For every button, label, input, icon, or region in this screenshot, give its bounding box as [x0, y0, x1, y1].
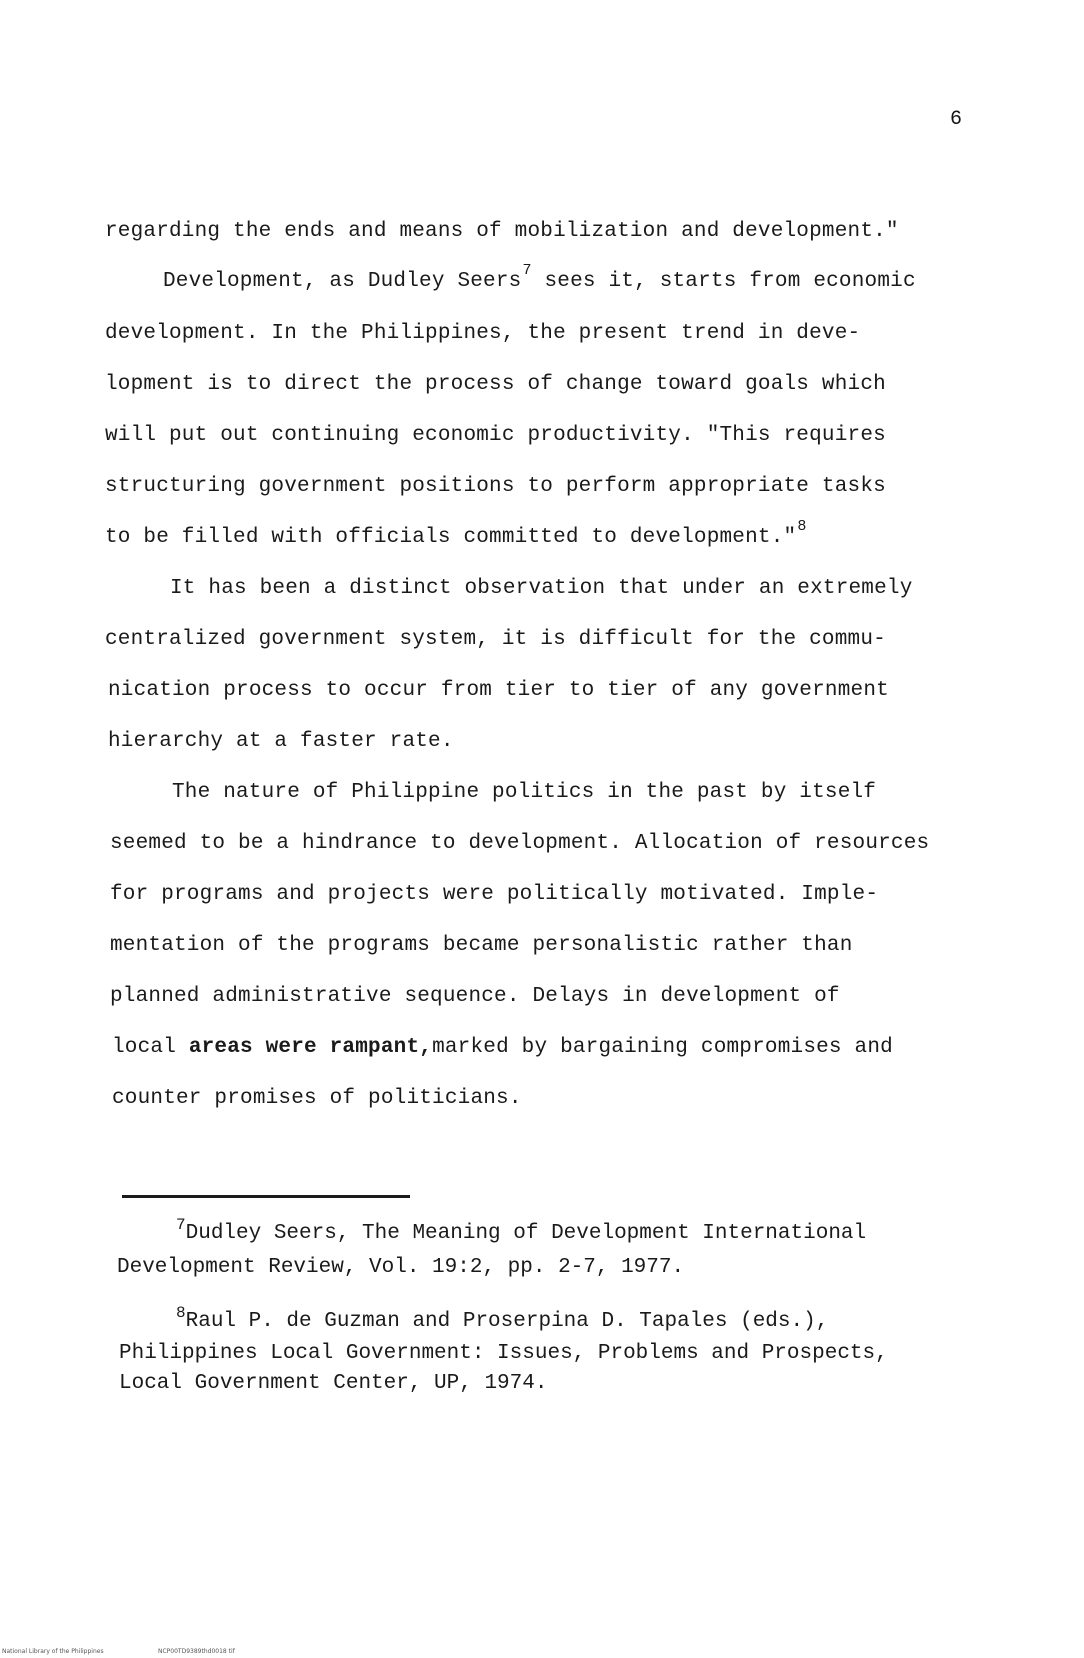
- body-line-9: centralized government system, it is difficult for the commu-: [105, 628, 886, 651]
- body-line-5: will put out continuing economic productivity. "This requires: [105, 424, 886, 447]
- body-line-15: mentation of the programs became personalistic rather than: [110, 934, 853, 957]
- footnote-marker: 7: [176, 1216, 186, 1234]
- scan-stamp-filename: NCP00TD9389thd0018 tif: [158, 1648, 235, 1655]
- footnote-ref-8: 8: [797, 518, 807, 535]
- body-line-10: nication process to occur from tier to tier of any government: [108, 679, 889, 702]
- body-text: local: [112, 1036, 189, 1059]
- body-text: sees it, starts from economic: [544, 270, 916, 293]
- footnote-ref-7: 7: [522, 262, 532, 279]
- footnote-separator: [122, 1195, 410, 1198]
- body-line-17: [112, 1036, 893, 1059]
- bold-text: areas were rampant,: [188, 1036, 433, 1059]
- body-text: marked by bargaining compromises and: [432, 1036, 893, 1059]
- footnote-8-line-2: Philippines Local Government: Issues, Problems and Prospects,: [119, 1342, 888, 1365]
- footnote-marker: 8: [176, 1304, 186, 1322]
- body-line-4: lopment is to direct the process of change toward goals which: [105, 373, 886, 396]
- body-line-8: It has been a distinct observation that under an extremely: [170, 577, 913, 600]
- body-text: Development, as Dudley Seers: [163, 270, 522, 293]
- body-line-2: [163, 262, 916, 293]
- body-line-18: counter promises of politicians.: [112, 1087, 522, 1110]
- footnote-text: Raul P. de Guzman and Proserpina D. Tapales (eds.),: [185, 1310, 829, 1333]
- body-line-14: for programs and projects were politically motivated. Imple-: [110, 883, 879, 906]
- body-line-3: development. In the Philippines, the present trend in deve-: [105, 322, 861, 345]
- body-line-7: [105, 518, 807, 549]
- page-number: 6: [950, 108, 963, 131]
- footnote-text: Dudley Seers, The Meaning of Development International: [185, 1222, 867, 1245]
- body-line-12: The nature of Philippine politics in the past by itself: [172, 781, 877, 804]
- body-line-11: hierarchy at a faster rate.: [108, 730, 454, 753]
- body-line-16: planned administrative sequence. Delays in development of: [110, 985, 840, 1008]
- footnote-8-line-3: Local Government Center, UP, 1974.: [119, 1372, 548, 1395]
- scan-stamp-library: National Library of the Philippines: [2, 1648, 104, 1655]
- body-line-6: structuring government positions to perform appropriate tasks: [105, 475, 886, 498]
- footnote-7-line-2: Development Review, Vol. 19:2, pp. 2-7, 1977.: [117, 1256, 685, 1279]
- footnote-8-line-1: [176, 1304, 829, 1333]
- body-text: to be filled with officials committed to development.": [105, 526, 797, 549]
- footnote-7-line-1: [176, 1216, 867, 1245]
- body-line-1: regarding the ends and means of mobilization and development.": [105, 220, 899, 243]
- body-line-13: seemed to be a hindrance to development. Allocation of resources: [110, 832, 930, 855]
